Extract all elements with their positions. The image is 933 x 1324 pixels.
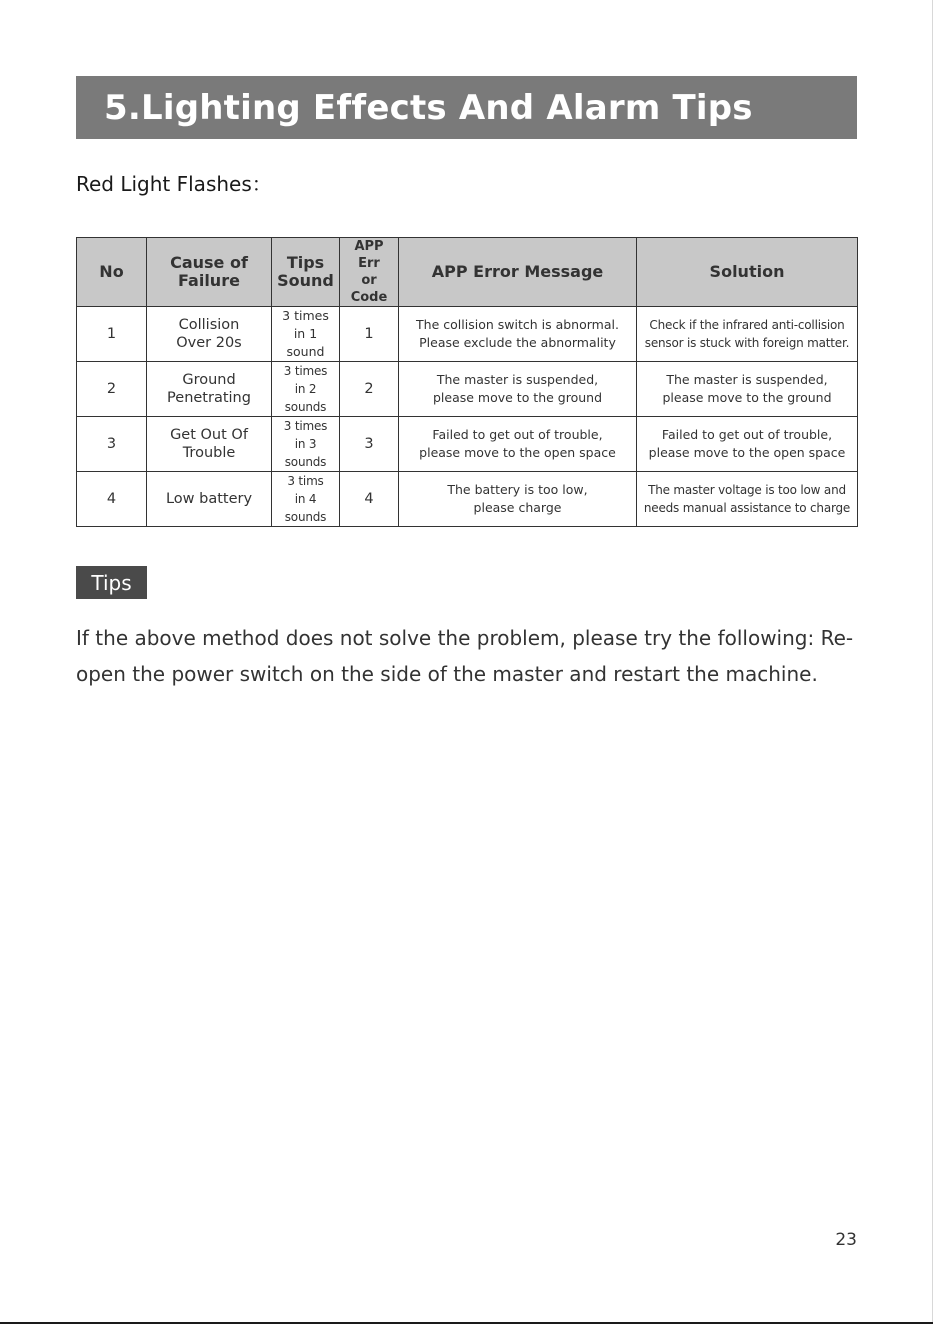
cell-tips-sound: 3 times in 2 sounds	[272, 362, 340, 417]
cell-no: 1	[77, 307, 147, 362]
cell-error-code: 3	[340, 417, 399, 472]
alarm-tips-table	[76, 237, 858, 527]
cell-tips-sound: 3 times in 3 sounds	[272, 417, 340, 472]
cell-error-message: Failed to get out of trouble, please move to the open space	[399, 417, 637, 472]
cell-error-message: The collision switch is abnormal. Please exclude the abnormality	[399, 307, 637, 362]
cell-no: 3	[77, 417, 147, 472]
table-row	[77, 417, 858, 472]
header-error-code: APP Err or Code	[340, 238, 399, 307]
red-light-subheading: Red Light Flashes：	[76, 172, 272, 196]
table-row	[77, 307, 858, 362]
cell-solution: The master voltage is too low and needs manual assistance to charge	[637, 472, 858, 527]
cell-error-code: 1	[340, 307, 399, 362]
cell-solution: The master is suspended, please move to the ground	[637, 362, 858, 417]
cell-error-code: 2	[340, 362, 399, 417]
cell-cause: Collision Over 20s	[147, 307, 272, 362]
header-tips-sound: Tips Sound	[272, 238, 340, 307]
table-row	[77, 472, 858, 527]
tips-label: Tips	[76, 566, 147, 599]
header-no: No	[77, 238, 147, 307]
cell-no: 4	[77, 472, 147, 527]
table-row	[77, 362, 858, 417]
header-cause: Cause of Failure	[147, 238, 272, 307]
section-title: 5.Lighting Effects And Alarm Tips	[104, 87, 753, 128]
cell-cause: Ground Penetrating	[147, 362, 272, 417]
cell-tips-sound: 3 times in 1 sound	[272, 307, 340, 362]
section-title-bar	[76, 76, 857, 139]
cell-error-message: The battery is too low, please charge	[399, 472, 637, 527]
page-number: 23	[835, 1230, 857, 1250]
cell-cause: Get Out Of Trouble	[147, 417, 272, 472]
cell-solution: Check if the infrared anti-collision sensor is stuck with foreign matter.	[637, 307, 858, 362]
cell-error-code: 4	[340, 472, 399, 527]
cell-solution: Failed to get out of trouble, please move to the open space	[637, 417, 858, 472]
cell-cause: Low battery	[147, 472, 272, 527]
cell-error-message: The master is suspended, please move to the ground	[399, 362, 637, 417]
table-header-row	[77, 238, 858, 307]
cell-tips-sound: 3 tims in 4 sounds	[272, 472, 340, 527]
header-error-message: APP Error Message	[399, 238, 637, 307]
tips-text: If the above method does not solve the problem, please try the following: Re-open the power switch on the side of the master and restart the machine.	[76, 626, 854, 686]
header-solution: Solution	[637, 238, 858, 307]
cell-no: 2	[77, 362, 147, 417]
